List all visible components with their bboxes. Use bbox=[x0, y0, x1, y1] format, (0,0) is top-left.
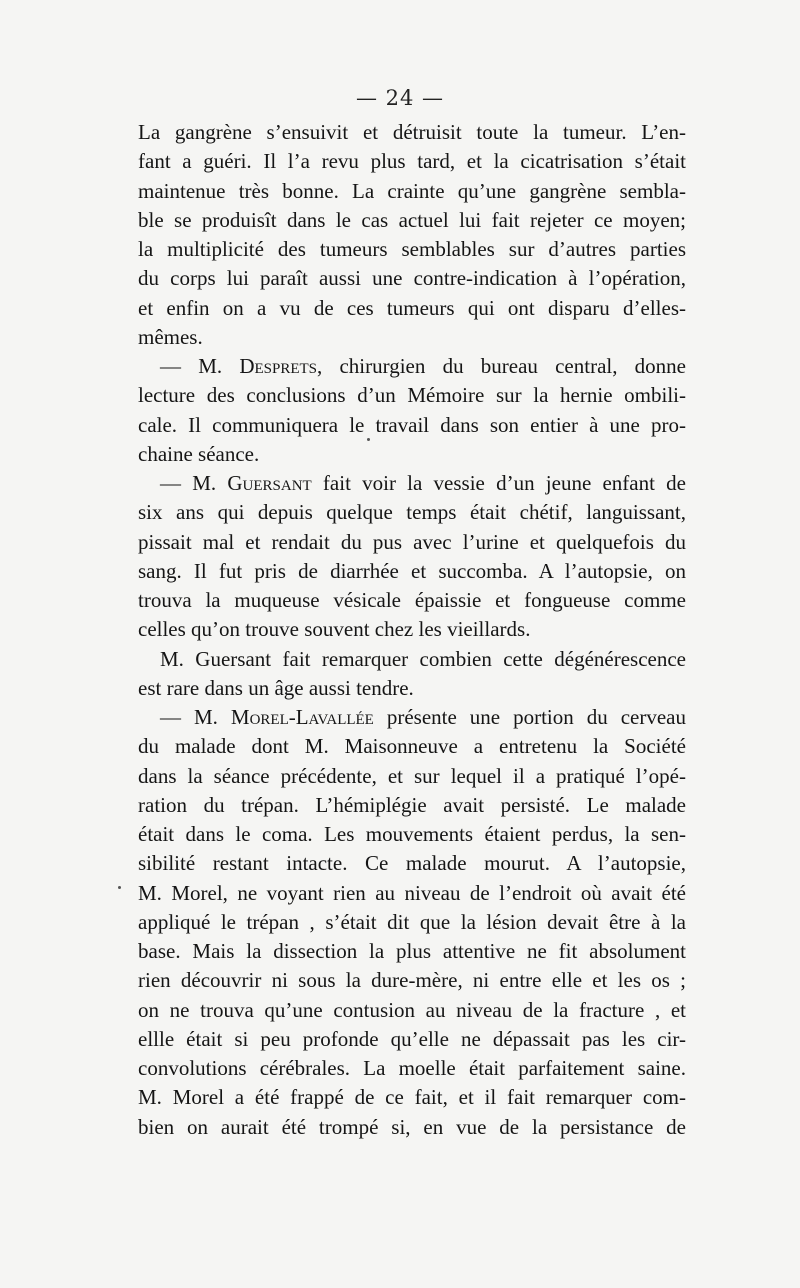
body-text bbox=[138, 118, 686, 1142]
text-line bbox=[138, 879, 686, 908]
ink-speck bbox=[367, 438, 370, 441]
text-line-segment: — M. bbox=[160, 705, 231, 729]
text-line bbox=[138, 323, 686, 352]
text-line-segment: — M. bbox=[160, 354, 240, 378]
ink-speck bbox=[118, 886, 121, 889]
text-line-segment: la multiplicité des tumeurs semblables sur d’autres parties bbox=[138, 237, 686, 261]
text-line-segment: fant a guéri. Il l’a revu plus tard, et la cicatrisation s’était bbox=[138, 149, 686, 174]
text-line bbox=[138, 645, 686, 674]
text-line bbox=[138, 352, 686, 381]
text-line-segment: cale. Il communiquera le travail dans son entier à une pro- bbox=[138, 412, 686, 437]
text-line-segment: sang. Il fut pris de diarrhée et succomba. A l’autopsie, on bbox=[138, 558, 686, 583]
text-line-segment: ellle était si peu profonde qu’elle ne dépassait pas les cir- bbox=[138, 1026, 686, 1051]
text-line bbox=[138, 1054, 686, 1083]
text-line-segment: dans la séance précédente, et sur lequel il a pratiqué l’opé- bbox=[138, 763, 686, 788]
text-line bbox=[138, 849, 686, 878]
text-line bbox=[138, 411, 686, 440]
text-line-segment: mêmes. bbox=[138, 324, 203, 349]
text-line-segment: ration du trépan. L’hémiplégie avait persisté. Le malade bbox=[138, 792, 686, 817]
text-line bbox=[138, 1025, 686, 1054]
text-line-segment: lecture des conclusions d’un Mémoire sur la hernie ombili- bbox=[138, 383, 686, 408]
text-line bbox=[138, 294, 686, 323]
text-line bbox=[138, 235, 686, 264]
text-line-segment: fait voir la vessie d’un jeune enfant de bbox=[311, 471, 686, 495]
text-line bbox=[138, 528, 686, 557]
text-line-segment: est rare dans un âge aussi tendre. bbox=[138, 675, 414, 700]
text-line-segment: du corps lui paraît aussi une contre-indication à l’opération, bbox=[138, 266, 686, 291]
text-line bbox=[138, 820, 686, 849]
text-line-segment: sibilité restant intacte. Ce malade mourut. A l’autopsie, bbox=[138, 851, 686, 876]
text-line bbox=[138, 557, 686, 586]
text-line-segment: base. Mais la dissection la plus attentive ne fit absolument bbox=[138, 939, 686, 963]
text-line bbox=[138, 791, 686, 820]
text-line-segment: appliqué le trépan , s’était dit que la lésion devait être à la bbox=[138, 909, 686, 934]
text-line-segment: maintenue très bonne. La crainte qu’une gangrène sembla- bbox=[138, 178, 686, 203]
text-line-segment: chaine séance. bbox=[138, 441, 260, 466]
text-line bbox=[138, 1113, 686, 1142]
text-line bbox=[138, 703, 686, 732]
text-line-segment: — M. bbox=[160, 471, 228, 495]
text-line-segment: bien on aurait été trompé si, en vue de la persistance de bbox=[138, 1114, 686, 1139]
text-line bbox=[138, 469, 686, 498]
page-number: — 24 — bbox=[355, 86, 445, 110]
text-line bbox=[138, 498, 686, 527]
text-line-segment: du malade dont M. Maisonneuve a entretenu la Société bbox=[138, 734, 686, 759]
text-line-segment: rien découvrir ni sous la dure-mère, ni entre elle et les os ; bbox=[138, 968, 686, 993]
text-line bbox=[138, 381, 686, 410]
speaker-name: Desprets bbox=[239, 354, 318, 378]
text-line-segment: La gangrène s’ensuivit et détruisit toute la tumeur. L’en- bbox=[138, 120, 686, 144]
speaker-name: Guersant bbox=[227, 471, 312, 495]
text-line bbox=[138, 1083, 686, 1112]
text-line-segment: pissait mal et rendait du pus avec l’urine et quelquefois du bbox=[138, 529, 686, 554]
text-line-segment: celles qu’on trouve souvent chez les vieillards. bbox=[138, 617, 531, 642]
text-line-segment: M. Morel a été frappé de ce fait, et il fait remarquer com- bbox=[138, 1085, 686, 1110]
text-line-segment: était dans le coma. Les mouvements étaient perdus, la sen- bbox=[138, 822, 686, 846]
text-line-segment: six ans qui depuis quelque temps était chétif, languissant, bbox=[138, 500, 686, 525]
text-line-segment: et enfin on a vu de ces tumeurs qui ont disparu d’elles- bbox=[138, 295, 686, 320]
text-line-segment: trouva la muqueuse vésicale épaissie et fongueuse comme bbox=[138, 588, 686, 612]
text-line-segment: convolutions cérébrales. La moelle était parfaitement saine. bbox=[138, 1056, 686, 1080]
text-line bbox=[138, 264, 686, 293]
text-line-segment: M. Morel, ne voyant rien au niveau de l’endroit où avait été bbox=[138, 880, 686, 905]
text-line bbox=[138, 440, 686, 469]
text-line bbox=[138, 937, 686, 966]
text-line bbox=[138, 966, 686, 995]
text-line-segment: , chirurgien du bureau central, donne bbox=[317, 354, 686, 378]
text-line bbox=[138, 615, 686, 644]
text-line bbox=[138, 732, 686, 761]
text-line bbox=[138, 996, 686, 1025]
speaker-name: Morel-Lavallée bbox=[230, 705, 374, 729]
text-line bbox=[138, 586, 686, 615]
text-line bbox=[138, 674, 686, 703]
text-line bbox=[138, 118, 686, 147]
text-line-segment: on ne trouva qu’une contusion au niveau de la fracture , et bbox=[138, 997, 686, 1022]
text-line bbox=[138, 206, 686, 235]
text-line-segment: M. Guersant fait remarquer combien cette dégénérescence bbox=[160, 646, 686, 671]
text-line-segment: ble se produisît dans le cas actuel lui fait rejeter ce moyen; bbox=[138, 207, 686, 232]
text-line bbox=[138, 177, 686, 206]
text-line bbox=[138, 908, 686, 937]
text-line bbox=[138, 762, 686, 791]
text-line bbox=[138, 147, 686, 176]
text-line-segment: présente une portion du cerveau bbox=[373, 705, 686, 729]
